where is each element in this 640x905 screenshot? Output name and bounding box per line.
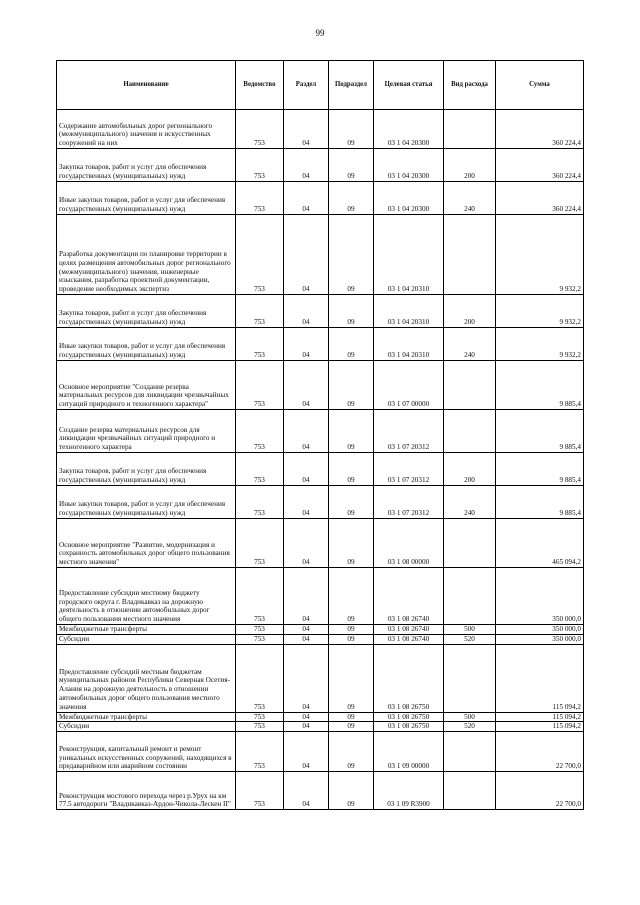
row-podrazdel: 09 (329, 295, 374, 328)
row-vedomstvo: 753 (236, 215, 284, 295)
row-summa: 350 000,0 (496, 634, 584, 644)
row-summa: 22 700,0 (496, 732, 584, 772)
row-name: Субсидии (57, 722, 236, 732)
table-body (57, 110, 584, 810)
table-row (57, 625, 584, 635)
header-podrazdel: Подраздел (329, 61, 374, 110)
row-vid: 500 (444, 712, 496, 722)
header-vid: Вид расхода (444, 61, 496, 110)
row-razdel: 04 (284, 732, 329, 772)
row-vid: 520 (444, 722, 496, 732)
row-name: Предоставление субсидии местному бюджету городского округа г. Владикавказ на дорожную деятельность в отношении автомобильных дорог общего пользования местного значения (57, 568, 236, 625)
row-razdel: 04 (284, 568, 329, 625)
table-row (57, 644, 584, 712)
row-razdel: 04 (284, 519, 329, 568)
row-razdel: 04 (284, 772, 329, 810)
row-summa: 115 094,2 (496, 722, 584, 732)
row-tselevaya: 03 1 04 20300 (374, 110, 444, 149)
row-vedomstvo: 753 (236, 519, 284, 568)
row-name: Иные закупки товаров, работ и услуг для обеспечения государственных (муниципальных) нужд (57, 328, 236, 361)
row-name: Закупка товаров, работ и услуг для обеспечения государственных (муниципальных) нужд (57, 453, 236, 486)
row-tselevaya: 03 1 07 20312 (374, 486, 444, 519)
row-vedomstvo: 753 (236, 732, 284, 772)
table-row (57, 722, 584, 732)
row-vid (444, 568, 496, 625)
row-tselevaya: 03 1 08 26740 (374, 625, 444, 635)
table-row (57, 149, 584, 182)
row-summa: 9 885,4 (496, 453, 584, 486)
row-podrazdel: 09 (329, 625, 374, 635)
row-vedomstvo: 753 (236, 361, 284, 410)
row-vid: 200 (444, 295, 496, 328)
table-row (57, 568, 584, 625)
row-razdel: 04 (284, 625, 329, 635)
table-header-row (57, 61, 584, 110)
row-vedomstvo: 753 (236, 722, 284, 732)
row-summa: 360 224,4 (496, 182, 584, 215)
row-vid (444, 644, 496, 712)
page-number: 99 (315, 28, 325, 38)
row-vid: 240 (444, 182, 496, 215)
row-name: Реконструкция мостового перехода через р.Урух на км 77.5 автодороги "Владикавказ-Ардон-Чикола-Лескен II" (57, 772, 236, 810)
row-summa: 115 094,2 (496, 644, 584, 712)
row-name: Закупка товаров, работ и услуг для обеспечения государственных (муниципальных) нужд (57, 295, 236, 328)
row-tselevaya: 03 1 07 20312 (374, 453, 444, 486)
row-name: Субсидии (57, 634, 236, 644)
row-tselevaya: 03 1 09 R3900 (374, 772, 444, 810)
row-razdel: 04 (284, 634, 329, 644)
row-vid (444, 732, 496, 772)
row-podrazdel: 09 (329, 644, 374, 712)
row-name: Основное мероприятие "Развитие, модернизация и сохранность автомобильных дорог общего пользования местного значения" (57, 519, 236, 568)
row-vedomstvo: 753 (236, 644, 284, 712)
row-razdel: 04 (284, 215, 329, 295)
row-razdel: 04 (284, 410, 329, 453)
header-vedomstvo: Ведомство (236, 61, 284, 110)
table-row (57, 732, 584, 772)
row-podrazdel: 09 (329, 453, 374, 486)
row-podrazdel: 09 (329, 110, 374, 149)
row-tselevaya: 03 1 04 20300 (374, 149, 444, 182)
row-razdel: 04 (284, 722, 329, 732)
row-podrazdel: 09 (329, 712, 374, 722)
row-vid (444, 110, 496, 149)
row-summa: 9 885,4 (496, 486, 584, 519)
row-summa: 360 224,4 (496, 149, 584, 182)
table-row (57, 215, 584, 295)
row-razdel: 04 (284, 182, 329, 215)
row-summa: 9 885,4 (496, 410, 584, 453)
row-vedomstvo: 753 (236, 486, 284, 519)
row-summa: 350 000,0 (496, 625, 584, 635)
row-vid: 500 (444, 625, 496, 635)
row-razdel: 04 (284, 110, 329, 149)
table-row (57, 295, 584, 328)
table-row (57, 519, 584, 568)
row-razdel: 04 (284, 149, 329, 182)
row-tselevaya: 03 1 08 26750 (374, 644, 444, 712)
row-razdel: 04 (284, 453, 329, 486)
row-name: Создание резерва материальных ресурсов для ликвидации чрезвычайных ситуаций природного и техногенного характера (57, 410, 236, 453)
row-tselevaya: 03 1 08 00000 (374, 519, 444, 568)
header-summa: Сумма (496, 61, 584, 110)
row-name: Иные закупки товаров, работ и услуг для обеспечения государственных (муниципальных) нужд (57, 182, 236, 215)
row-vid: 200 (444, 149, 496, 182)
row-vedomstvo: 753 (236, 410, 284, 453)
row-tselevaya: 03 1 08 26750 (374, 712, 444, 722)
table-row (57, 182, 584, 215)
row-summa: 9 932,2 (496, 295, 584, 328)
header-name: Наименование (57, 61, 236, 110)
row-podrazdel: 09 (329, 361, 374, 410)
header-tselevaya: Целевая статья (374, 61, 444, 110)
row-vedomstvo: 753 (236, 149, 284, 182)
row-podrazdel: 09 (329, 732, 374, 772)
row-vedomstvo: 753 (236, 328, 284, 361)
row-podrazdel: 09 (329, 149, 374, 182)
table-row (57, 634, 584, 644)
row-name: Основное мероприятие "Создание резерва материальных ресурсов для ликвидации чрезвычайных ситуаций природного и техногенного характера" (57, 361, 236, 410)
row-podrazdel: 09 (329, 486, 374, 519)
row-vid: 240 (444, 328, 496, 361)
row-tselevaya: 03 1 04 20300 (374, 182, 444, 215)
budget-table (56, 60, 584, 810)
row-razdel: 04 (284, 295, 329, 328)
header-razdel: Раздел (284, 61, 329, 110)
row-razdel: 04 (284, 644, 329, 712)
table-row (57, 712, 584, 722)
row-tselevaya: 03 1 08 26750 (374, 722, 444, 732)
row-summa: 360 224,4 (496, 110, 584, 149)
row-podrazdel: 09 (329, 722, 374, 732)
row-vedomstvo: 753 (236, 772, 284, 810)
row-razdel: 04 (284, 486, 329, 519)
row-vid (444, 519, 496, 568)
row-vedomstvo: 753 (236, 453, 284, 486)
row-razdel: 04 (284, 361, 329, 410)
row-name: Иные закупки товаров, работ и услуг для обеспечения государственных (муниципальных) нужд (57, 486, 236, 519)
row-vedomstvo: 753 (236, 182, 284, 215)
row-tselevaya: 03 1 04 20310 (374, 215, 444, 295)
row-razdel: 04 (284, 712, 329, 722)
row-tselevaya: 03 1 04 20310 (374, 328, 444, 361)
table-row (57, 328, 584, 361)
row-name: Реконструкция, капитальный ремонт и ремонт уникальных искусственных сооружений, находящихся в предаварийном или аварийном состоянии (57, 732, 236, 772)
row-vid (444, 410, 496, 453)
row-podrazdel: 09 (329, 328, 374, 361)
row-summa: 22 700,0 (496, 772, 584, 810)
row-podrazdel: 09 (329, 568, 374, 625)
row-tselevaya: 03 1 08 26740 (374, 634, 444, 644)
row-vedomstvo: 753 (236, 110, 284, 149)
row-podrazdel: 09 (329, 215, 374, 295)
row-tselevaya: 03 1 04 20310 (374, 295, 444, 328)
table-row (57, 772, 584, 810)
row-podrazdel: 09 (329, 410, 374, 453)
row-summa: 9 885,4 (496, 361, 584, 410)
row-podrazdel: 09 (329, 634, 374, 644)
row-vid: 520 (444, 634, 496, 644)
row-summa: 465 094,2 (496, 519, 584, 568)
row-tselevaya: 03 1 07 00000 (374, 361, 444, 410)
row-podrazdel: 09 (329, 519, 374, 568)
table-row (57, 486, 584, 519)
row-vid: 200 (444, 453, 496, 486)
row-tselevaya: 03 1 07 20312 (374, 410, 444, 453)
row-summa: 9 932,2 (496, 328, 584, 361)
row-summa: 350 000,0 (496, 568, 584, 625)
row-vedomstvo: 753 (236, 295, 284, 328)
row-razdel: 04 (284, 328, 329, 361)
row-podrazdel: 09 (329, 182, 374, 215)
row-vedomstvo: 753 (236, 625, 284, 635)
row-podrazdel: 09 (329, 772, 374, 810)
table-row (57, 453, 584, 486)
row-name: Предоставление субсидий местным бюджетам муниципальных районов Республики Северная Осетия-Алания на дорожную деятельность в отношении автомобильных дорог общего пользования местного значения (57, 644, 236, 712)
table-row (57, 361, 584, 410)
row-summa: 115 094,2 (496, 712, 584, 722)
table-row (57, 410, 584, 453)
row-tselevaya: 03 1 08 26740 (374, 568, 444, 625)
row-vid (444, 772, 496, 810)
row-vedomstvo: 753 (236, 634, 284, 644)
row-name: Межбюджетные трансферты (57, 712, 236, 722)
row-vedomstvo: 753 (236, 568, 284, 625)
row-vid: 240 (444, 486, 496, 519)
row-name: Содержание автомобильных дорог регионального (межмуниципального) значения и искусственных сооружений на них (57, 110, 236, 149)
row-tselevaya: 03 1 09 00000 (374, 732, 444, 772)
row-name: Межбюджетные трансферты (57, 625, 236, 635)
row-vid (444, 361, 496, 410)
row-vedomstvo: 753 (236, 712, 284, 722)
row-summa: 9 932,2 (496, 215, 584, 295)
row-name: Закупка товаров, работ и услуг для обеспечения государственных (муниципальных) нужд (57, 149, 236, 182)
table-row (57, 110, 584, 149)
row-vid (444, 215, 496, 295)
row-name: Разработка документации по планировке территории в целях размещения автомобильных дорог регионального (межмуниципального) значения, инженерные изыскания, разработка проектной документации, проведение необходимых экспертиз (57, 215, 236, 295)
